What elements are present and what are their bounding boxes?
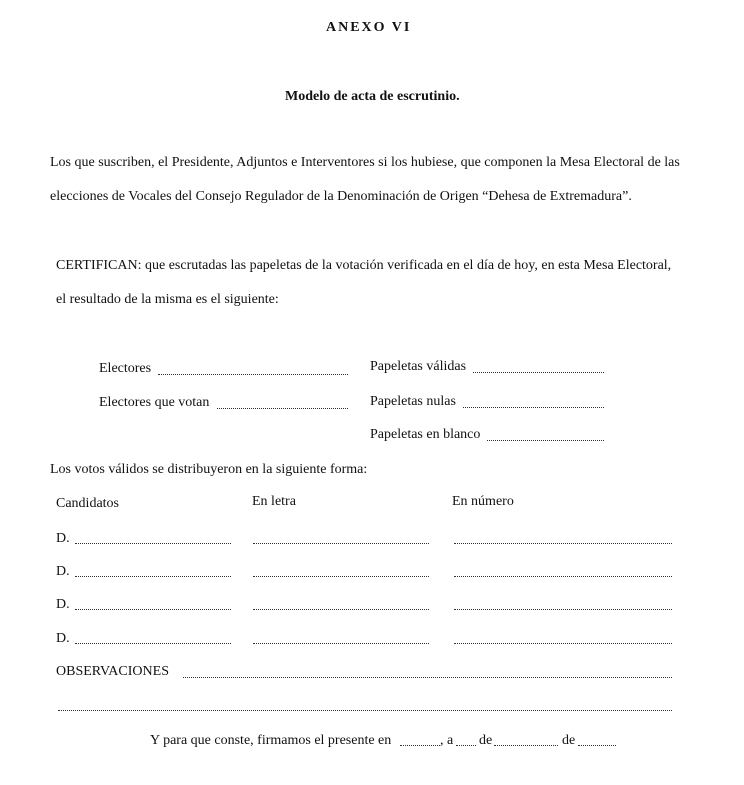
candidate-name-field[interactable] (75, 609, 231, 610)
observaciones-field-1[interactable] (183, 677, 672, 678)
day-field[interactable] (456, 745, 476, 746)
closing-text-3: de (479, 733, 493, 748)
votes-letter-field[interactable] (253, 576, 429, 577)
votes-letter-field[interactable] (253, 609, 429, 610)
annex-title: ANEXO VI (326, 20, 412, 35)
year-field[interactable] (578, 745, 616, 746)
papeletas-nulas-label: Papeletas nulas (370, 394, 456, 409)
electores-votan-label: Electores que votan (99, 395, 210, 410)
col-numero: En número (452, 494, 514, 509)
row-prefix: D. (56, 597, 70, 612)
papeletas-blanco-label: Papeletas en blanco (370, 427, 481, 442)
place-field[interactable] (400, 745, 440, 746)
intro-line-1: Los que suscriben, el Presidente, Adjuntos e Interventores si los hubiese, que componen la Mesa Electoral de las (50, 155, 680, 170)
observaciones-label: OBSERVACIONES (56, 664, 169, 679)
col-candidatos: Candidatos (56, 496, 119, 511)
candidate-name-field[interactable] (75, 643, 231, 644)
papeletas-validas-field[interactable] (473, 372, 604, 373)
intro-line-2: elecciones de Vocales del Consejo Regulador de la Denominación de Origen “Dehesa de Extremadura”. (50, 189, 632, 204)
document-title: Modelo de acta de escrutinio. (285, 89, 460, 104)
votes-intro: Los votos válidos se distribuyeron en la siguiente forma: (50, 462, 368, 477)
electores-field[interactable] (158, 374, 348, 375)
votes-number-field[interactable] (454, 643, 672, 644)
certify-line-1: CERTIFICAN: que escrutadas las papeletas de la votación verificada en el día de hoy, en esta Mesa Electoral, (56, 258, 672, 273)
observaciones-field-2[interactable] (58, 710, 672, 711)
electores-votan-field[interactable] (217, 408, 348, 409)
row-prefix: D. (56, 531, 70, 546)
certify-line-2: el resultado de la misma es el siguiente: (56, 292, 279, 307)
row-prefix: D. (56, 631, 70, 646)
papeletas-nulas-field[interactable] (463, 407, 604, 408)
col-letra: En letra (252, 494, 296, 509)
papeletas-validas-label: Papeletas válidas (370, 359, 467, 374)
papeletas-blanco-field[interactable] (487, 440, 604, 441)
closing-text-2: , a (440, 733, 454, 748)
electores-label: Electores (99, 361, 152, 376)
closing-text-4: de (562, 733, 576, 748)
votes-number-field[interactable] (454, 609, 672, 610)
votes-letter-field[interactable] (253, 643, 429, 644)
votes-letter-field[interactable] (253, 543, 429, 544)
month-field[interactable] (494, 745, 558, 746)
votes-number-field[interactable] (454, 576, 672, 577)
closing-text-1: Y para que conste, firmamos el presente en (150, 733, 392, 748)
row-prefix: D. (56, 564, 70, 579)
candidate-name-field[interactable] (75, 576, 231, 577)
votes-number-field[interactable] (454, 543, 672, 544)
candidate-name-field[interactable] (75, 543, 231, 544)
